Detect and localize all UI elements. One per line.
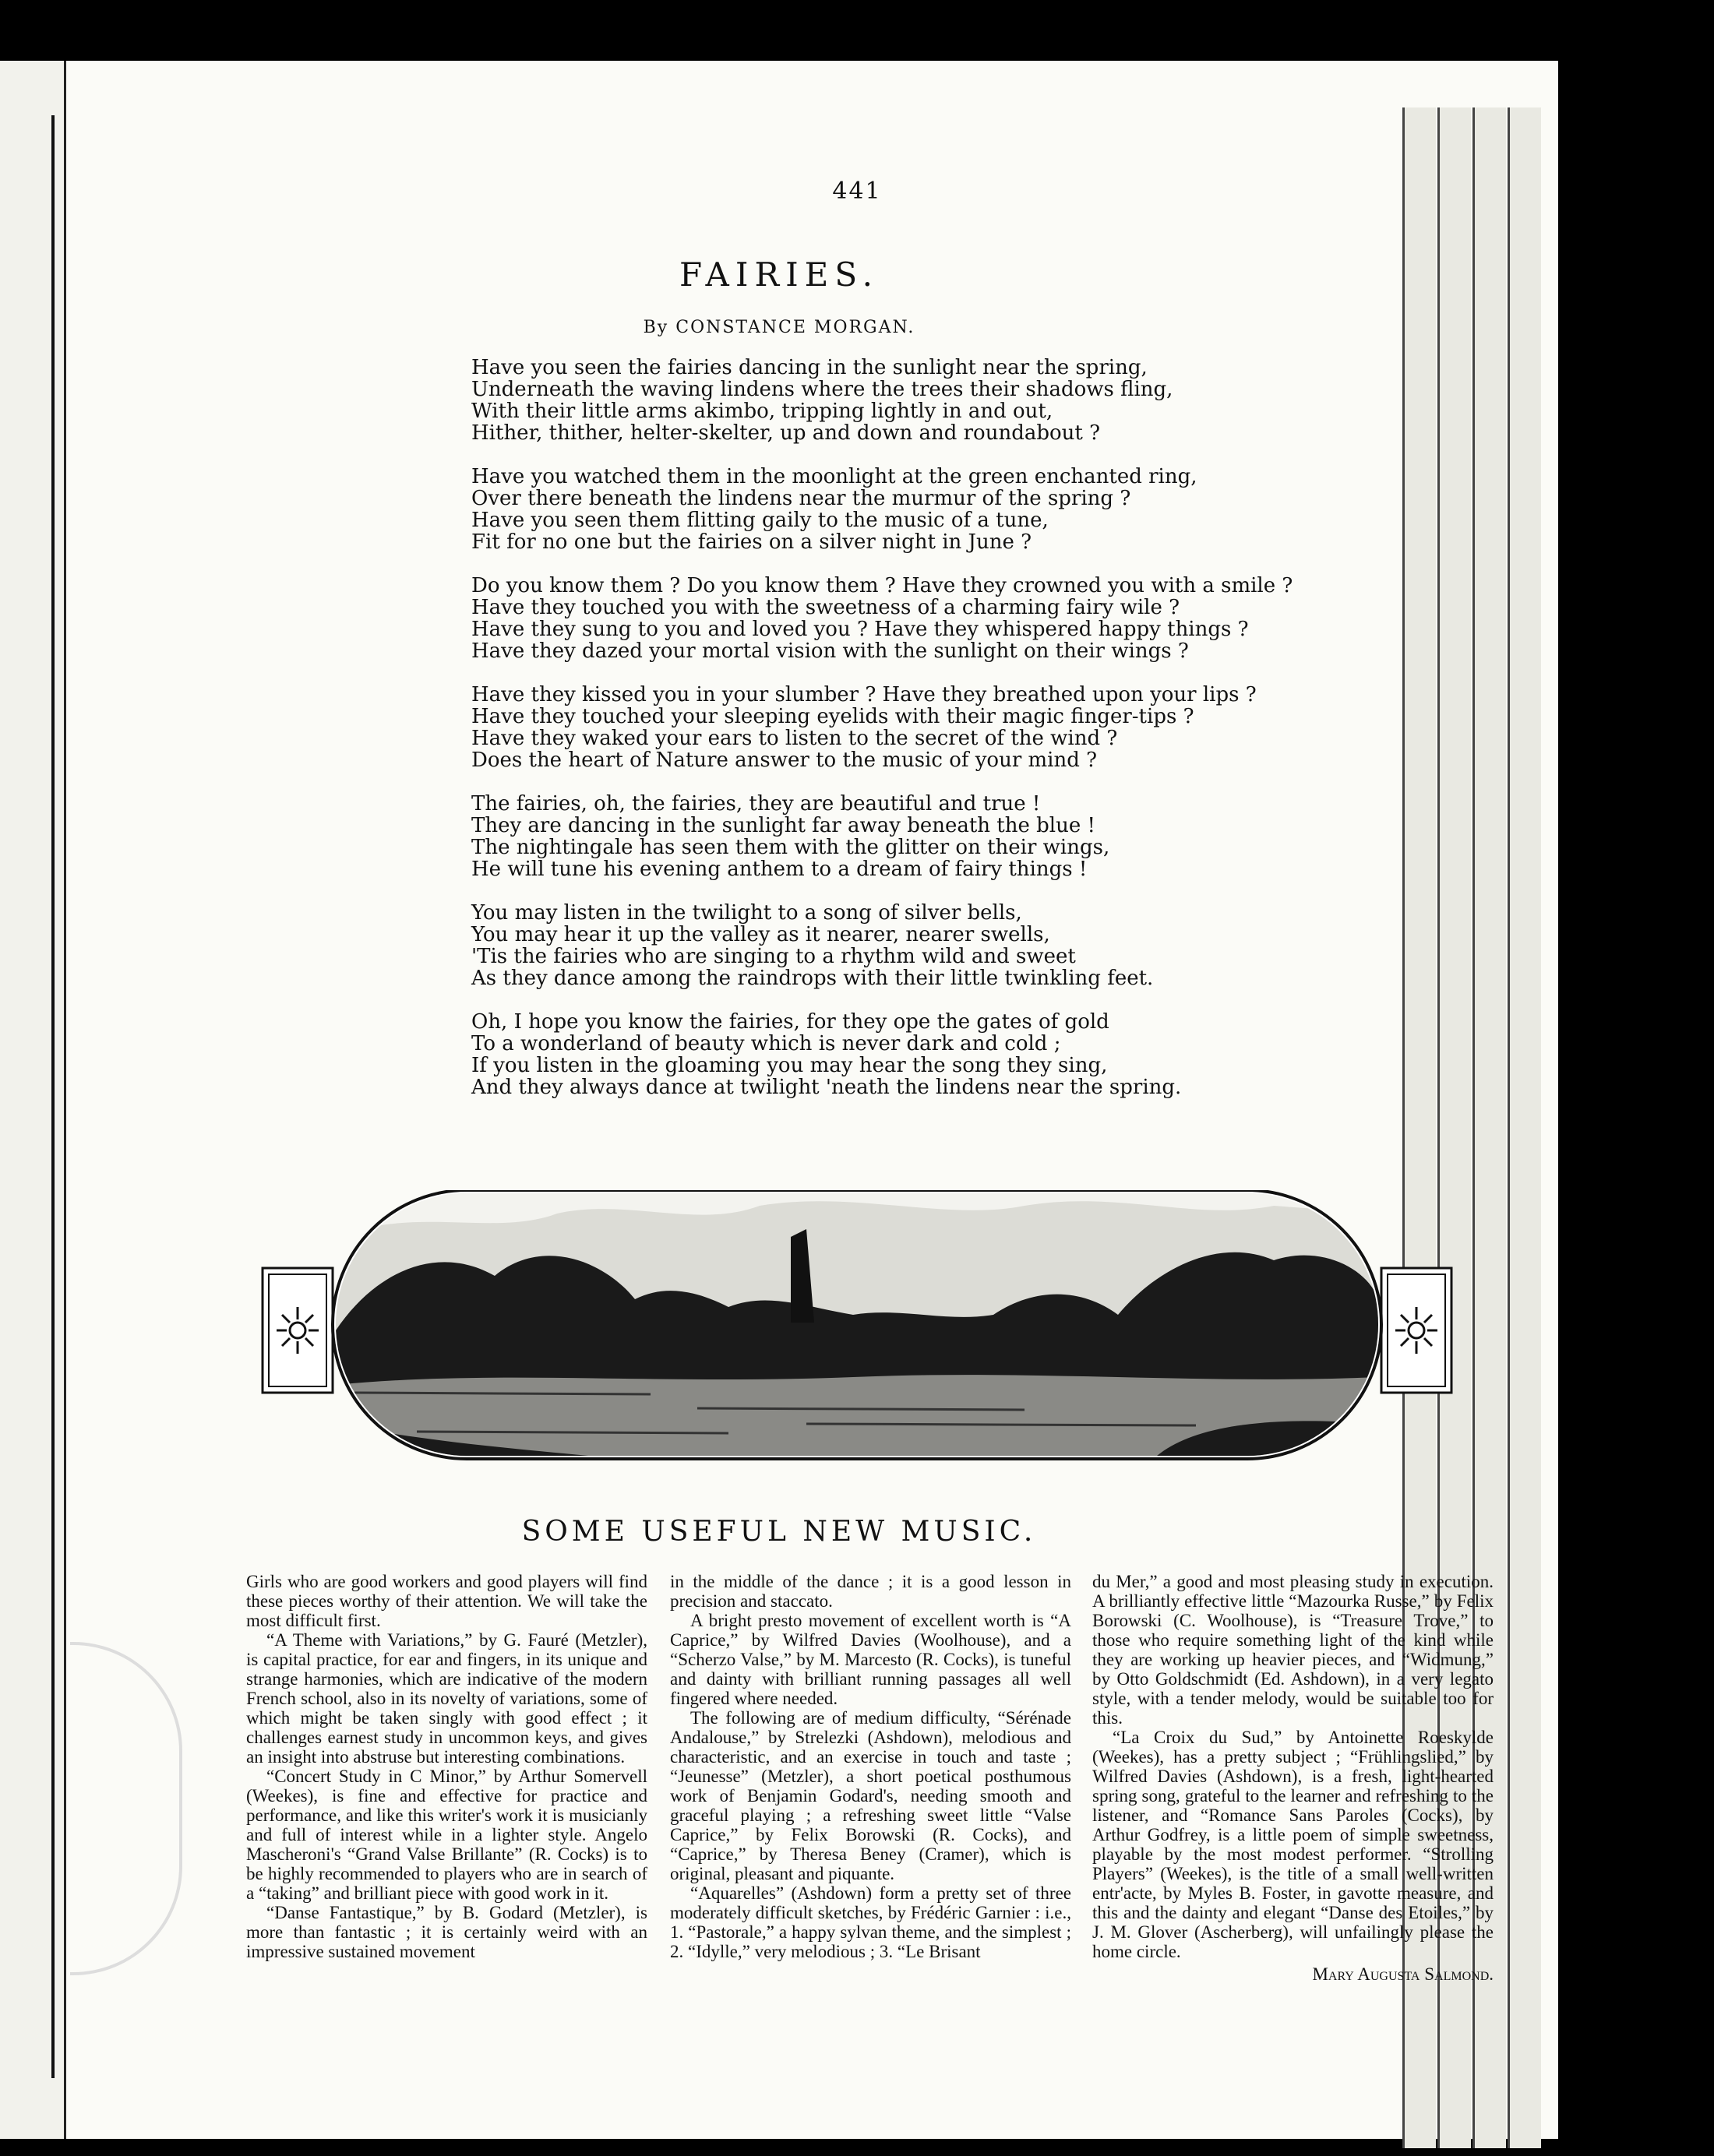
poem-line: And they always dance at twilight 'neath the lindens near the spring. <box>471 1076 1182 1099</box>
poem-line: Have you seen the fairies dancing in the sunlight near the spring, <box>471 356 1148 379</box>
page-number: 441 <box>832 178 882 205</box>
poem-line: Have they touched your sleeping eyelids with their magic finger-tips ? <box>471 705 1194 728</box>
poem-stanza <box>471 684 1367 771</box>
poem-line: With their little arms akimbo, tripping lightly in and out, <box>471 400 1053 423</box>
article-paragraph: in the middle of the dance ; it is a good lesson in precision and staccato. <box>670 1572 1071 1611</box>
poem-line: The fairies, oh, the fairies, they are beautiful and true ! <box>471 792 1041 816</box>
article-paragraph: “A Theme with Variations,” by G. Fauré (Metzler), is capital practice, for ear and fingers, in its unique and strange harmonies, which are indicative of the modern French school, also in its novelty of variations, some of which might be taken singly with good effect ; it challenges earnest study in uncommon keys, and gives an insight into abstruse but interesting combinations. <box>246 1630 647 1767</box>
poem-stanza <box>471 466 1367 553</box>
poem-line: Oh, I hope you know the fairies, for they ope the gates of gold <box>471 1010 1109 1034</box>
poem-line: Hither, thither, helter-skelter, up and down and roundabout ? <box>471 421 1101 445</box>
poem-stanza <box>471 902 1367 989</box>
poem-line: You may hear it up the valley as it nearer, nearer swells, <box>471 923 1050 946</box>
poem-line: Do you know them ? Do you know them ? Have they crowned you with a smile ? <box>471 574 1293 597</box>
poem-stanza <box>471 575 1367 662</box>
poem-line: If you listen in the gloaming you may hear the song they sing, <box>471 1054 1108 1077</box>
article-paragraph: “Aquarelles” (Ashdown) form a pretty set of three moderately difficult sketches, by Frédéric Garnier : i.e., 1. “Pastorale,” a happy sylvan theme, and the simplest ; 2. “Idylle,” very melodious ; 3. “Le Brisant <box>670 1883 1071 1961</box>
poem-line: As they dance among the raindrops with their little twinkling feet. <box>471 967 1154 990</box>
article-paragraph: A bright presto movement of excellent worth is “A Caprice,” by Wilfred Davies (Woolhouse), and a “Scherzo Valse,” by M. Marcesto (R. Cocks), is tuneful and dainty with brilliant running passages all well fingered where needed. <box>670 1611 1071 1708</box>
poem-stanza <box>471 793 1367 880</box>
article-paragraph: “La Croix du Sud,” by Antoinette Roeskylde (Weekes), has a pretty subject ; “Frühlingslied,” by Wilfred Davies (Ashdown), is a fresh, light-hearted spring song, grateful to the learner and refreshing to the listener, and “Romance Sans Paroles (Cocks), by Arthur Godfrey, is a little poem of simple sweetness, playable by the most modest performer. “Strolling Players” (Weekes), is the title of a small well-written entr'acte, by Myles B. Foster, in gavotte measure, and this and the dainty and elegant “Danse des Etoiles,” by J. M. Glover (Ascherberg), will unfailingly please the home circle. <box>1092 1728 1494 1961</box>
poem-line: Have you seen them flitting gaily to the music of a tune, <box>471 509 1049 532</box>
poem-stanza <box>471 1011 1367 1098</box>
article-paragraph: “Concert Study in C Minor,” by Arthur Somervell (Weekes), is fine and effective for practice and performance, and like this writer's work it is musicianly and full of interest while in a lighter style. Angelo Mascheroni's “Grand Valse Brillante” (R. Cocks) is to be highly recommended to players who are in search of a “taking” and brilliant piece with good work in it. <box>246 1767 647 1903</box>
poem-stanza <box>471 357 1367 444</box>
article-column <box>246 1572 647 1961</box>
poem-line: To a wonderland of beauty which is never dark and cold ; <box>471 1032 1061 1055</box>
article-paragraph: “Danse Fantastique,” by B. Godard (Metzler), is more than fantastic ; it is certainly weird with an impressive sustained movement <box>246 1903 647 1961</box>
poem-line: They are dancing in the sunlight far away beneath the blue ! <box>471 814 1095 837</box>
article-column <box>670 1572 1071 1961</box>
poem-byline: By CONSTANCE MORGAN. <box>643 318 915 337</box>
article-column <box>1092 1572 1494 1984</box>
poem-line: You may listen in the twilight to a song of silver bells, <box>471 901 1022 925</box>
article-paragraph: The following are of medium difficulty, “Sérénade Andalouse,” by Strelezki (Ashdown), melodious and characteristic, and an exercise in touch and taste ; “Jeunesse” (Metzler), a short poetical posthumous work of Benjamin Godard's, needing smooth and graceful playing ; a refreshing sweet little “Valse Caprice,” by Felix Borowski (R. Cocks), and “Caprice,” by Theresa Beney (Cramer), which is original, pleasant and piquante. <box>670 1708 1071 1883</box>
poem-line: Does the heart of Nature answer to the music of your mind ? <box>471 749 1098 772</box>
poem-line: Have they touched you with the sweetness of a charming fairy wile ? <box>471 596 1180 619</box>
poem-line: Underneath the waving lindens where the trees their shadows fling, <box>471 378 1173 401</box>
poem-line: Have they waked your ears to listen to the secret of the wind ? <box>471 727 1118 750</box>
poem-line: Have you watched them in the moonlight at the green enchanted ring, <box>471 465 1197 488</box>
poem-line: The nightingale has seen them with the glitter on their wings, <box>471 836 1110 859</box>
poem-body <box>471 357 1367 1120</box>
page-fold-line <box>51 115 55 2078</box>
poem-line: Have they sung to you and loved you ? Have they whispered happy things ? <box>471 618 1249 641</box>
poem-line: Over there beneath the lindens near the murmur of the spring ? <box>471 487 1131 510</box>
previous-page-edge <box>0 61 66 2139</box>
poem-line: Have they kissed you in your slumber ? Have they breathed upon your lips ? <box>471 683 1257 706</box>
landscape-vignette <box>261 1190 1453 1478</box>
poem-title: FAIRIES. <box>679 255 879 294</box>
poem-line: Have they dazed your mortal vision with the sunlight on their wings ? <box>471 639 1189 663</box>
article-paragraph: Girls who are good workers and good players will find these pieces worthy of their attention. We will take the most difficult first. <box>246 1572 647 1630</box>
article-paragraph: du Mer,” a good and most pleasing study in execution. A brilliantly effective little “Mazourka Russe,” by Felix Borowski (C. Woolhouse), is “Treasure Trove,” to those who require something light of the kind while they are working up heavier pieces, and “Widmung,” by Otto Goldschmidt (Ed. Ashdown), in a very legato style, with a tender melody, would be suitable too for this. <box>1092 1572 1494 1728</box>
poem-line: He will tune his evening anthem to a dream of fairy things ! <box>471 858 1088 881</box>
article-title: SOME USEFUL NEW MUSIC. <box>521 1516 1037 1548</box>
author-signature: Mary Augusta Salmond. <box>1312 1964 1494 1984</box>
poem-line: 'Tis the fairies who are singing to a rhythm wild and sweet <box>471 945 1076 968</box>
book-page <box>0 61 1558 2139</box>
poem-line: Fit for no one but the fairies on a silver night in June ? <box>471 530 1032 554</box>
binding-string <box>70 1642 182 1975</box>
